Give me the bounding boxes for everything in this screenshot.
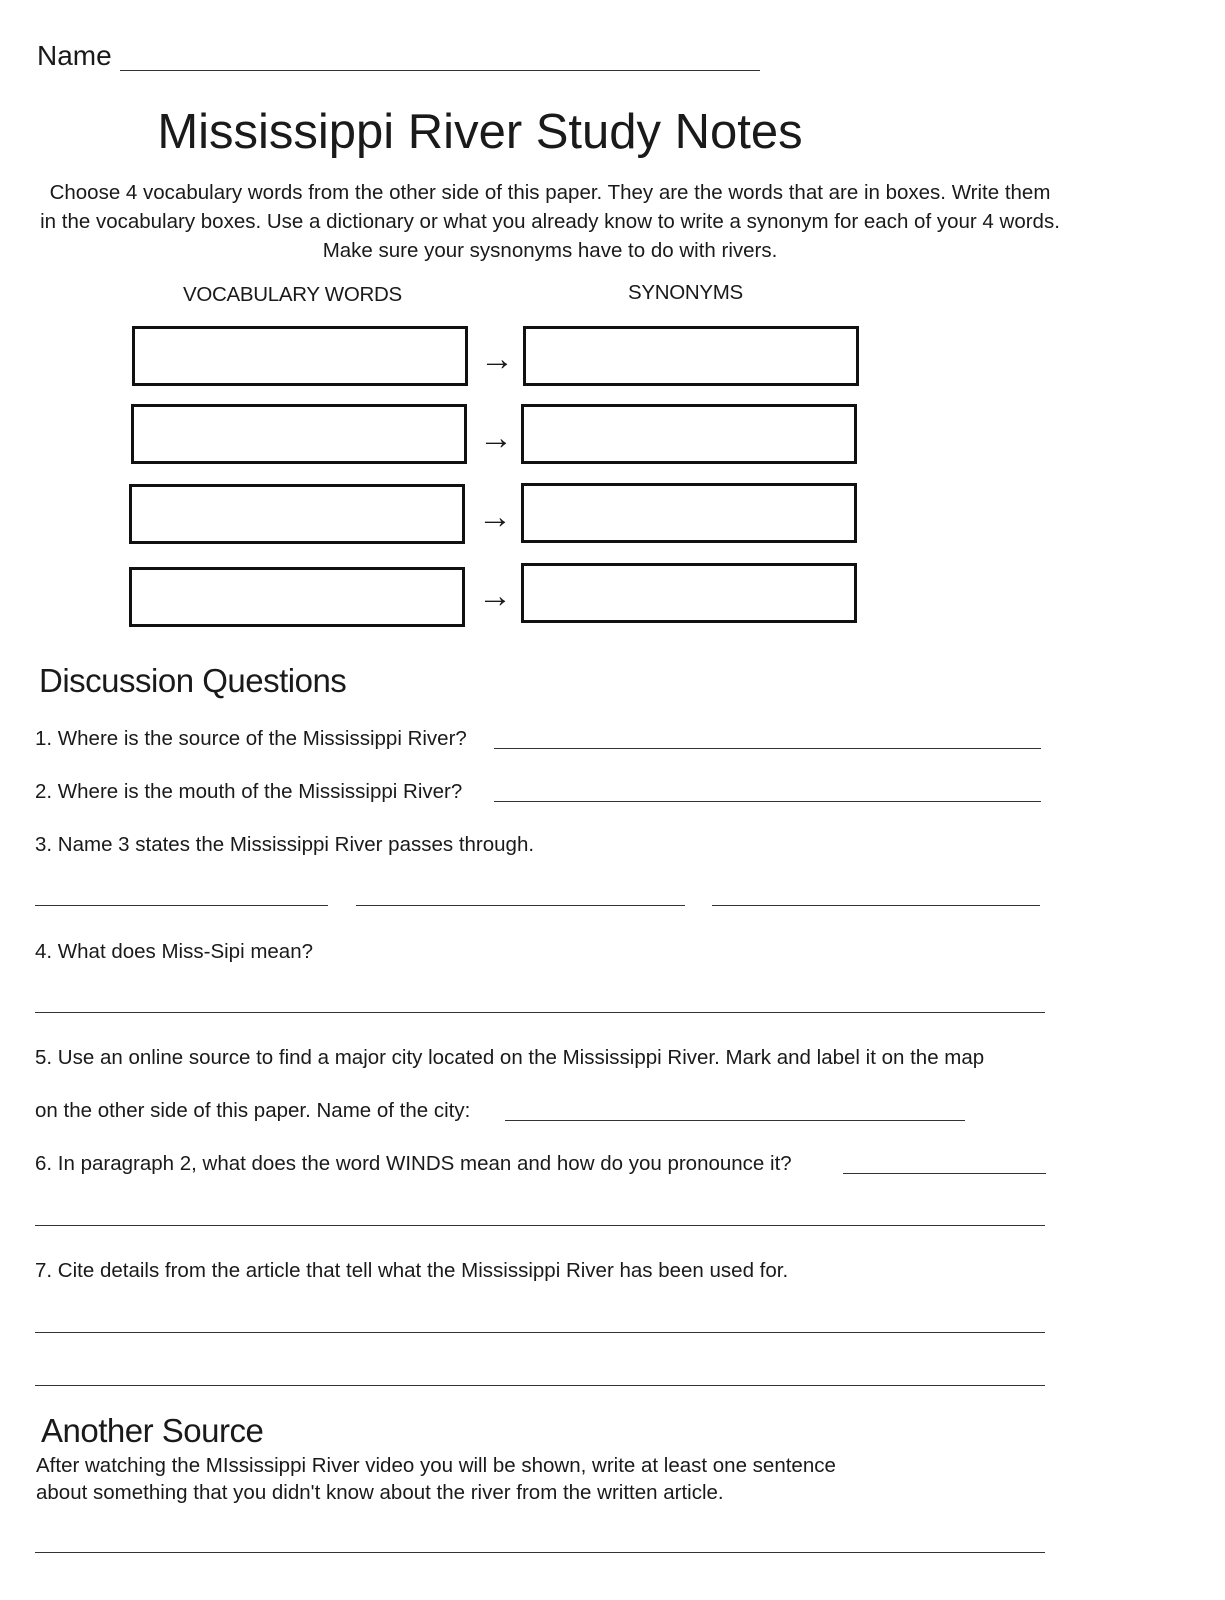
answer-line-4[interactable] <box>35 1012 1045 1013</box>
vocab-box-1[interactable] <box>132 326 468 386</box>
arrow-icon: → <box>478 498 512 536</box>
question-6: 6. In paragraph 2, what does the word WINDS mean and how do you pronounce it? <box>35 1152 792 1175</box>
name-field[interactable] <box>120 70 760 71</box>
instructions: Choose 4 vocabulary words from the other side of this paper. They are the words that are in boxes. Write them in the vocabulary boxes. Use a dictionary or what you already know to write a synonym for each of your 4 words. Make sure your sysnonyms have to do with rivers. <box>40 181 1060 262</box>
another-source-title: Another Source <box>41 1412 264 1449</box>
arrow-icon: → <box>480 340 514 378</box>
answer-line-3c[interactable] <box>712 905 1040 906</box>
name-label: Name <box>37 40 112 71</box>
answer-line-8[interactable] <box>35 1552 1045 1553</box>
answer-line-6a[interactable] <box>843 1173 1046 1174</box>
synonym-box-4[interactable] <box>521 563 857 623</box>
question-5: 5. Use an online source to find a major city located on the Mississippi River. Mark and label it on the map <box>35 1046 985 1069</box>
synonyms-column-header: SYNONYMS <box>628 281 743 304</box>
answer-line-3b[interactable] <box>356 905 685 906</box>
another-source-line-1: After watching the MIssissippi River video you will be shown, write at least one sentence <box>36 1454 836 1477</box>
answer-line-7a[interactable] <box>35 1332 1045 1333</box>
question-1: 1. Where is the source of the Mississippi River? <box>35 727 467 750</box>
question-3: 3. Name 3 states the Mississippi River passes through. <box>35 833 535 856</box>
question-2: 2. Where is the mouth of the Mississippi River? <box>35 780 463 803</box>
arrow-icon: → <box>478 577 512 615</box>
answer-line-5[interactable] <box>505 1120 965 1121</box>
answer-line-2[interactable] <box>494 801 1041 802</box>
vocab-column-header: VOCABULARY WORDS <box>183 283 402 306</box>
synonym-box-2[interactable] <box>521 404 857 464</box>
arrow-icon: → <box>479 419 513 457</box>
another-source-line-2: about something that you didn't know about the river from the written article. <box>36 1481 724 1504</box>
answer-line-6b[interactable] <box>35 1225 1045 1226</box>
vocab-box-3[interactable] <box>129 484 465 544</box>
page-title: Mississippi River Study Notes <box>157 105 803 159</box>
vocab-box-4[interactable] <box>129 567 465 627</box>
synonym-box-3[interactable] <box>521 483 857 543</box>
answer-line-1[interactable] <box>494 748 1041 749</box>
synonym-box-1[interactable] <box>523 326 859 386</box>
question-5-continued: on the other side of this paper. Name of the city: <box>35 1099 471 1122</box>
answer-line-7b[interactable] <box>35 1385 1045 1386</box>
question-7: 7. Cite details from the article that tell what the Mississippi River has been used for. <box>35 1259 789 1282</box>
answer-line-3a[interactable] <box>35 905 328 906</box>
question-4: 4. What does Miss-Sipi mean? <box>35 940 314 963</box>
discussion-title: Discussion Questions <box>39 662 347 699</box>
vocab-box-2[interactable] <box>131 404 467 464</box>
